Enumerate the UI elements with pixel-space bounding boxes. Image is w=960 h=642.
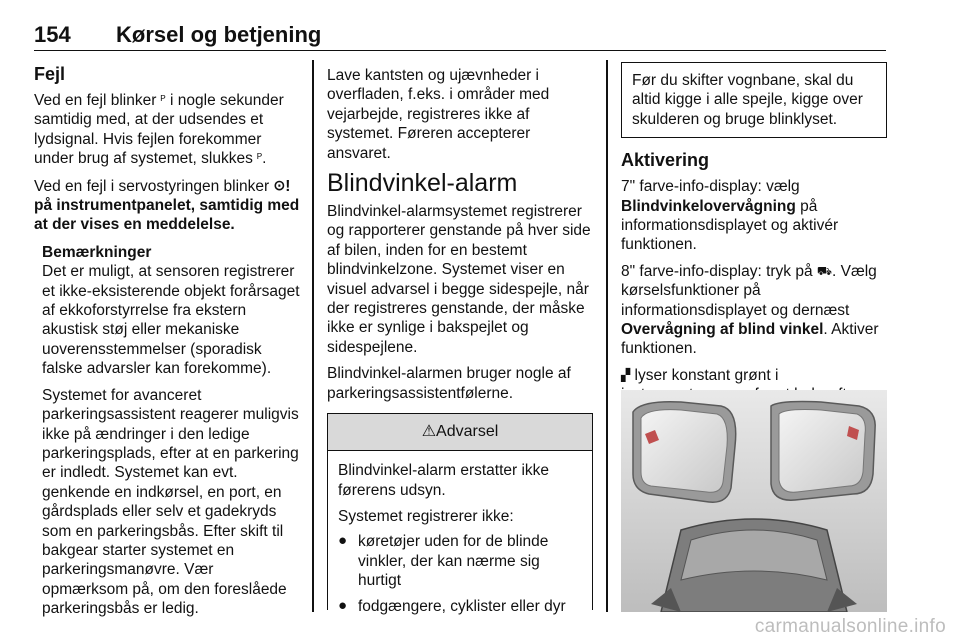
bullet-dot: ● bbox=[338, 532, 348, 550]
note-paragraph: Det er muligt, at sensoren registrerer et ikke-eksisterende objekt forårsaget af ekkoforstyrrelse fra ekstern akustisk støj eller mekaniske uoverensstemmelser (sporadisk falske advarsler kan forekomme). bbox=[42, 263, 300, 378]
paragraph: Blindvinkel-alarmen bruger nogle af parkeringsassistentfølerne. bbox=[327, 365, 571, 402]
paragraph: Ved en fejl blinker ᴾ i nogle sekunder samtidig med, at der udsendes et lydsignal. Hvis fejlen forekommer under brug af systemet, slukkes ᴾ. bbox=[34, 92, 284, 168]
list-item: ● køretøjer uden for de blinde vinkler, der kan nærme sig hurtigt bbox=[338, 532, 549, 590]
car-settings-icon: ⛟ bbox=[816, 263, 832, 278]
steering-warning-icon: ⊙ bbox=[273, 176, 286, 193]
column-divider bbox=[312, 60, 314, 612]
paragraph: Lave kantsten og ujævnheder i overfladen, f.eks. i områder med vejarbejde, registreres ikke af systemet. Føreren accepterer ansvaret. bbox=[327, 67, 550, 162]
paragraph: Blindvinkel-alarmsystemet registrerer og rapporterer genstande på hver side af bilen, inden for en bestemt blindvinkelzone. Systemet viser en visuel advarsel i begge sidespejle, når der registreres genstande, der måske ikke er synlige i bakspejlet og sidespejlene. bbox=[327, 203, 591, 356]
note-heading: Bemærkninger bbox=[42, 243, 152, 261]
parking-sensor-icon: ᴾ bbox=[160, 93, 166, 107]
parking-sensor-icon: ᴾ bbox=[257, 151, 263, 166]
list-item: ● fodgængere, cyklister eller dyr bbox=[338, 596, 566, 615]
warning-icon: ⚠ bbox=[421, 423, 437, 441]
warning-paragraph: Systemet registrerer ikke: bbox=[338, 507, 514, 525]
left-mirror bbox=[633, 402, 736, 503]
warning-paragraph: Blindvinkel-alarm erstatter ikke førerens udsyn. bbox=[338, 462, 550, 499]
right-mirror bbox=[771, 402, 875, 501]
page-header bbox=[34, 22, 886, 51]
bullet-dot: ● bbox=[338, 596, 348, 614]
section-heading-fejl: Fejl bbox=[34, 64, 66, 84]
column-divider bbox=[606, 60, 608, 612]
info-paragraph: Før du skifter vognbane, skal du altid kigge i alle spejle, kigge over skulderen og bruge blinklyset. bbox=[632, 72, 863, 128]
warning-header bbox=[328, 414, 592, 451]
info-box bbox=[621, 62, 887, 138]
mirror-illustration bbox=[621, 390, 887, 612]
column-left bbox=[34, 58, 302, 619]
car-roof bbox=[651, 519, 857, 612]
watermark: carmanualsonline.info bbox=[754, 616, 946, 637]
page-number: 154 bbox=[34, 22, 71, 47]
paragraph: 7" farve-info-display: vælg Blindvinkelovervågning på informationsdisplayet og aktivér funktionen. bbox=[621, 178, 839, 254]
note-block bbox=[34, 243, 302, 619]
paragraph: 8" farve-info-display: tryk på ⛟. Vælg kørselsfunktioner på informationsdisplayet og dernæst Overvågning af blind vinkel. Aktiver funktionen. bbox=[621, 262, 879, 358]
warning-box bbox=[327, 413, 593, 615]
page-title: Kørsel og betjening bbox=[116, 22, 322, 47]
blindspot-indicator-icon: ▞ bbox=[621, 367, 631, 382]
paragraph: Ved en fejl i servostyringen blinker ⊙! på instrumentpanelet, samtidig med at der vises en meddelelse. bbox=[34, 176, 300, 234]
section-heading-blindvinkel: Blindvinkel-alarm bbox=[327, 169, 518, 198]
note-paragraph: Systemet for avanceret parkeringsassistent reagerer muligvis ikke på ændringer i den ledige parkeringsplads, efter at en parkering er indledt. Systemet kan evt. genkende en indkørsel, en port, en gårdsplads eller selv et gadekryds som en parkeringsbås. Efter skift til bakgear starter systemet en parkeringsmanøvre. Vær opmærksom på, om den foreslåede parkeringsbås er ledig. bbox=[42, 386, 299, 618]
warning-title: Advarsel bbox=[436, 423, 499, 441]
paragraph: ▞ lyser konstant grønt i bbox=[621, 366, 779, 384]
warning-body bbox=[328, 451, 592, 624]
column-middle bbox=[327, 58, 593, 615]
section-heading-aktivering: Aktivering bbox=[621, 150, 710, 171]
